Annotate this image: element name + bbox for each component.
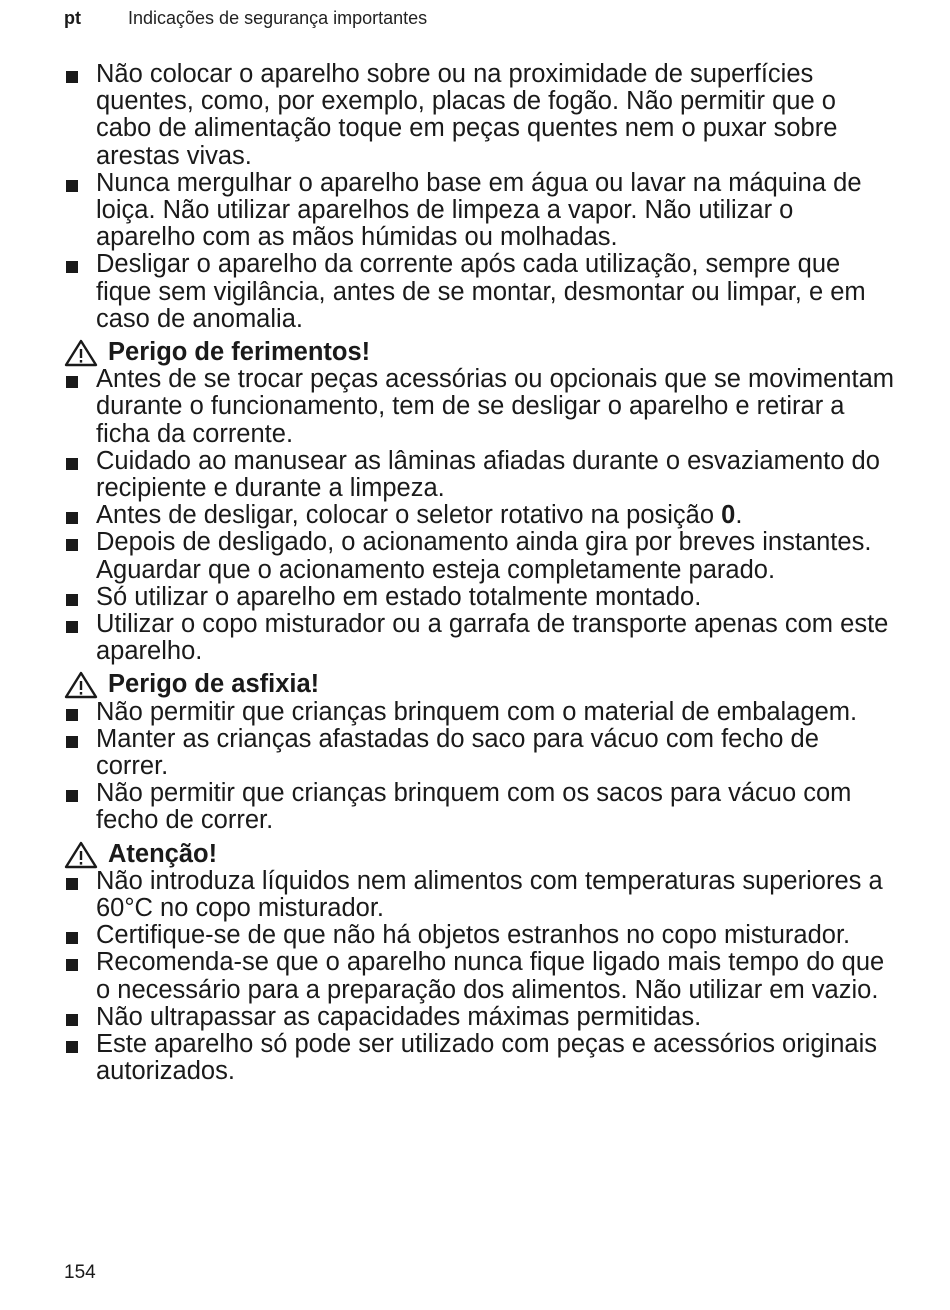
attention-list bbox=[64, 868, 894, 1086]
square-bullet-icon bbox=[66, 458, 78, 470]
list-item bbox=[64, 949, 894, 1003]
list-item bbox=[64, 922, 894, 949]
item-text: Não permitir que crianças brinquem com o material de embalagem. bbox=[96, 697, 858, 726]
warning-triangle-icon bbox=[64, 339, 98, 367]
warning-triangle-icon bbox=[64, 841, 98, 869]
square-bullet-icon bbox=[66, 512, 78, 524]
list-item bbox=[64, 780, 894, 834]
section-heading: Perigo de ferimentos! bbox=[108, 338, 371, 367]
section-heading: Atenção! bbox=[108, 839, 218, 868]
intro-list bbox=[64, 61, 894, 333]
square-bullet-icon bbox=[66, 594, 78, 606]
square-bullet-icon bbox=[66, 932, 78, 944]
square-bullet-icon bbox=[66, 959, 78, 971]
square-bullet-icon bbox=[66, 621, 78, 633]
square-bullet-icon bbox=[66, 790, 78, 802]
list-item bbox=[64, 251, 894, 333]
document-body bbox=[64, 61, 894, 1085]
list-item bbox=[64, 611, 894, 665]
item-text: Este aparelho só pode ser utilizado com peças e acessórios originais autorizados. bbox=[96, 1030, 878, 1086]
item-text: Não ultrapassar as capacidades máximas permitidas. bbox=[96, 1002, 702, 1031]
item-text: Não permitir que crianças brinquem com os sacos para vácuo com fecho de correr. bbox=[96, 779, 852, 835]
item-text: Depois de desligado, o acionamento ainda gira por breves instantes. Aguardar que o acionamento esteja completamente parado. bbox=[96, 528, 872, 584]
header-title: Indicações de segurança importantes bbox=[128, 8, 428, 28]
page-header bbox=[64, 8, 427, 28]
list-item bbox=[64, 699, 894, 726]
list-item bbox=[64, 868, 894, 922]
list-item bbox=[64, 61, 894, 170]
list-item bbox=[64, 366, 894, 448]
square-bullet-icon bbox=[66, 709, 78, 721]
item-text: Nunca mergulhar o aparelho base em água ou lavar na máquina de loiça. Não utilizar aparelhos de limpeza a vapor. Não utilizar o aparelho com as mãos húmidas ou molhadas. bbox=[96, 168, 862, 252]
square-bullet-icon bbox=[66, 878, 78, 890]
item-text: Utilizar o copo misturador ou a garrafa de transporte apenas com este aparelho. bbox=[96, 610, 889, 666]
square-bullet-icon bbox=[66, 180, 78, 192]
item-text: Antes de se trocar peças acessórias ou opcionais que se movimentam durante o funcionamento, tem de se desligar o aparelho e retirar a ficha da corrente. bbox=[96, 365, 894, 448]
warning-heading-injury bbox=[64, 339, 894, 366]
square-bullet-icon bbox=[66, 71, 78, 83]
square-bullet-icon bbox=[66, 376, 78, 388]
item-text: Recomenda-se que o aparelho nunca fique ligado mais tempo do que o necessário para a preparação dos alimentos. Não utilizar em vazio. bbox=[96, 948, 885, 1004]
language-code: pt bbox=[64, 8, 81, 28]
item-text: Não colocar o aparelho sobre ou na proximidade de superfícies quentes, como, por exemplo, placas de fogão. Não permitir que o cabo de alimentação toque em peças quentes nem o puxar sobre arestas vivas. bbox=[96, 60, 838, 170]
item-text: Cuidado ao manusear as lâminas afiadas durante o esvaziamento do recipiente e durante a limpeza. bbox=[96, 446, 880, 503]
square-bullet-icon bbox=[66, 736, 78, 748]
item-text: Certifique-se de que não há objetos estranhos no copo misturador. bbox=[96, 921, 851, 950]
injury-list bbox=[64, 366, 894, 665]
item-text: Desligar o aparelho da corrente após cada utilização, sempre que fique sem vigilância, antes de se montar, desmontar ou limpar, e em caso de anomalia. bbox=[96, 250, 866, 333]
square-bullet-icon bbox=[66, 1041, 78, 1053]
suffocation-list bbox=[64, 699, 894, 835]
square-bullet-icon bbox=[66, 539, 78, 551]
item-text: Antes de desligar, colocar o seletor rotativo na posição 0. bbox=[96, 501, 743, 530]
list-item bbox=[64, 1004, 894, 1031]
section-heading: Perigo de asfixia! bbox=[108, 670, 320, 699]
list-item bbox=[64, 448, 894, 502]
list-item bbox=[64, 726, 894, 780]
square-bullet-icon bbox=[66, 261, 78, 273]
list-item bbox=[64, 502, 894, 529]
item-text: Só utilizar o aparelho em estado totalmente montado. bbox=[96, 582, 702, 611]
page-number: 154 bbox=[64, 1262, 96, 1283]
item-text: Não introduza líquidos nem alimentos com temperaturas superiores a 60°C no copo misturador. bbox=[96, 866, 883, 923]
list-item bbox=[64, 584, 894, 611]
item-text: Manter as crianças afastadas do saco para vácuo com fecho de correr. bbox=[96, 724, 819, 781]
list-item bbox=[64, 1031, 894, 1085]
square-bullet-icon bbox=[66, 1014, 78, 1026]
warning-heading-suffocation bbox=[64, 671, 894, 698]
list-item bbox=[64, 170, 894, 252]
warning-triangle-icon bbox=[64, 671, 98, 699]
warning-heading-attention bbox=[64, 841, 894, 868]
list-item bbox=[64, 529, 894, 583]
position-zero: 0 bbox=[721, 501, 736, 530]
